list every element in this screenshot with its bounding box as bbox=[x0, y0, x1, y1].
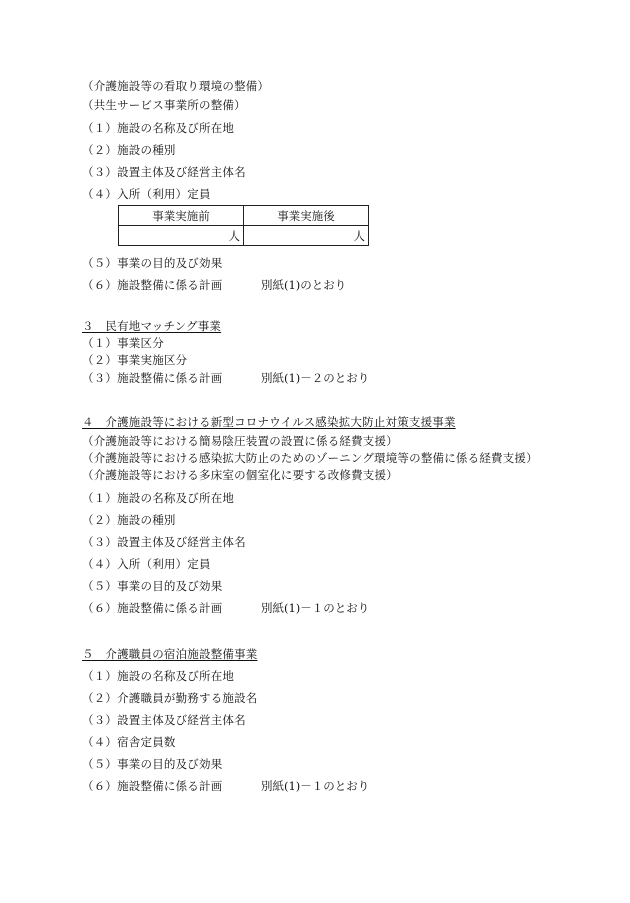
s2-item-4: （４）入所（利用）定員 bbox=[82, 187, 211, 201]
s4-sub-2: （介護施設等における感染拡大防止のためのゾーニング環境等の整備に係る経費支援） bbox=[82, 451, 538, 465]
s3-plan-reference: 別紙(1)－２のとおり bbox=[261, 371, 370, 385]
subheading-mitori: （介護施設等の看取り環境の整備） bbox=[82, 79, 270, 93]
section5-heading: ５ 介護職員の宿泊施設整備事業 bbox=[82, 647, 258, 661]
s3-item-3: （３）施設整備に係る計画 bbox=[82, 371, 223, 385]
s2-item-1: （１）施設の名称及び所在地 bbox=[82, 121, 235, 135]
s5-plan-reference: 別紙(1)－１のとおり bbox=[261, 779, 370, 793]
s2-plan-reference: 別紙(1)のとおり bbox=[261, 278, 347, 292]
s5-item-2: （２）介護職員が勤務する施設名 bbox=[82, 691, 258, 705]
s2-item-2: （２）施設の種別 bbox=[82, 143, 176, 157]
s4-sub-3: （介護施設等における多床室の個室化に要する改修費支援） bbox=[82, 468, 398, 482]
section3-heading: ３ 民有地マッチング事業 bbox=[82, 319, 222, 333]
s5-item-1: （１）施設の名称及び所在地 bbox=[82, 669, 235, 683]
s2-item-3: （３）設置主体及び経営主体名 bbox=[82, 165, 246, 179]
capacity-header-before: 事業実施前 bbox=[119, 206, 244, 226]
s4-item-5: （５）事業の目的及び効果 bbox=[82, 579, 223, 593]
s2-item-6: （６）施設整備に係る計画 bbox=[82, 278, 223, 292]
s4-item-4: （４）入所（利用）定員 bbox=[82, 557, 211, 571]
capacity-table bbox=[118, 205, 369, 246]
capacity-header-after: 事業実施後 bbox=[244, 206, 369, 226]
s4-item-1: （１）施設の名称及び所在地 bbox=[82, 491, 235, 505]
s4-sub-1: （介護施設等における簡易陰圧装置の設置に係る経費支援） bbox=[82, 434, 398, 448]
capacity-unit-after: 人 bbox=[244, 226, 369, 246]
s2-item-5: （５）事業の目的及び効果 bbox=[82, 256, 223, 270]
s4-item-3: （３）設置主体及び経営主体名 bbox=[82, 535, 246, 549]
capacity-table-value-row bbox=[119, 226, 369, 246]
s5-item-5: （５）事業の目的及び効果 bbox=[82, 757, 223, 771]
s5-item-6: （６）施設整備に係る計画 bbox=[82, 779, 223, 793]
s4-plan-reference: 別紙(1)－１のとおり bbox=[261, 601, 370, 615]
s3-item-1: （１）事業区分 bbox=[82, 336, 164, 350]
capacity-table-header-row bbox=[119, 206, 369, 226]
s4-item-6: （６）施設整備に係る計画 bbox=[82, 601, 223, 615]
subheading-kyosei: （共生サービス事業所の整備） bbox=[82, 98, 246, 112]
section4-heading: ４ 介護施設等における新型コロナウイルス感染拡大防止対策支援事業 bbox=[82, 415, 456, 429]
capacity-unit-before: 人 bbox=[119, 226, 244, 246]
s3-item-2: （２）事業実施区分 bbox=[82, 353, 188, 367]
s5-item-4: （４）宿舎定員数 bbox=[82, 735, 176, 749]
s4-item-2: （２）施設の種別 bbox=[82, 513, 176, 527]
s5-item-3: （３）設置主体及び経営主体名 bbox=[82, 713, 246, 727]
